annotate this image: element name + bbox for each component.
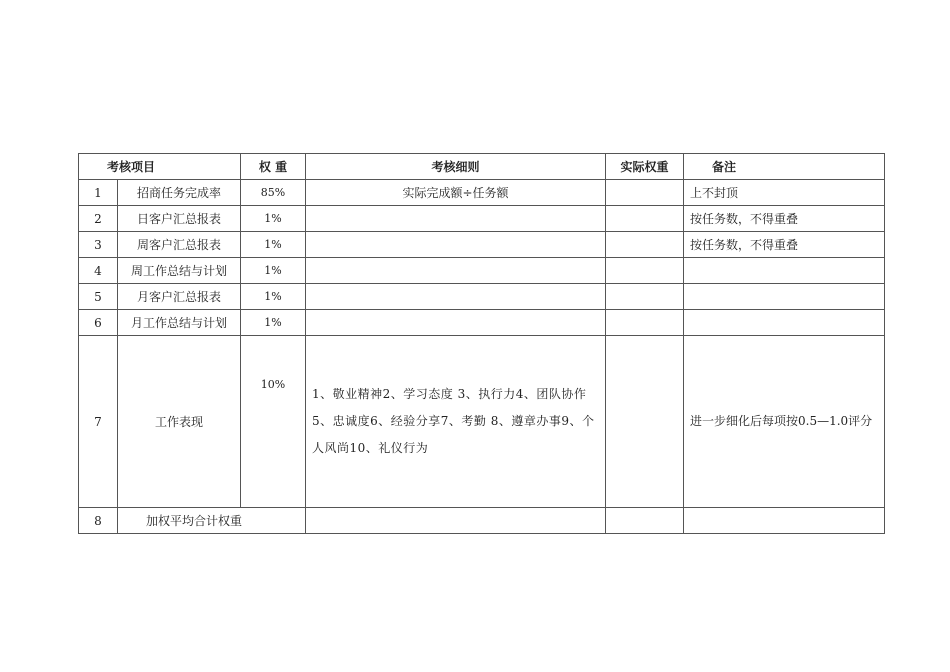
header-weight: 权 重: [241, 154, 306, 180]
row-actual-weight: [606, 180, 684, 206]
row-weight: 1%: [241, 232, 306, 258]
row-item: 月工作总结与计划: [118, 310, 241, 336]
row-actual-weight: [606, 508, 684, 534]
row-number: 7: [79, 336, 118, 508]
row-item: 周客户汇总报表: [118, 232, 241, 258]
row-actual-weight: [606, 232, 684, 258]
row-item: 工作表现: [118, 336, 241, 508]
row-actual-weight: [606, 206, 684, 232]
table-row: [79, 206, 885, 232]
table-row: [79, 508, 885, 534]
table-row: [79, 180, 885, 206]
row-rules: [306, 258, 606, 284]
row-number: 1: [79, 180, 118, 206]
row-weight: 1%: [241, 258, 306, 284]
table-header-row: [79, 154, 885, 180]
header-rules: 考核细则: [306, 154, 606, 180]
row-number: 5: [79, 284, 118, 310]
row-weight: 1%: [241, 284, 306, 310]
row-number: 4: [79, 258, 118, 284]
row-rules: [306, 232, 606, 258]
row-rules: [306, 508, 606, 534]
table-row: [79, 284, 885, 310]
table-row: [79, 258, 885, 284]
row-note: 上不封顶: [684, 180, 885, 206]
row-weight: 1%: [241, 206, 306, 232]
row-rules: 1、敬业精神2、学习态度 3、执行力4、团队协作5、忠诚度6、经验分享7、考勤 8、遵章办事9、个人风尚10、礼仪行为: [306, 336, 606, 508]
row-item: 月客户汇总报表: [118, 284, 241, 310]
assessment-table: [78, 153, 885, 534]
row-note: 进一步细化后每项按0.5—1.0评分: [684, 336, 885, 508]
row-number: 2: [79, 206, 118, 232]
header-actual-weight: 实际权重: [606, 154, 684, 180]
header-notes: 备注: [684, 154, 885, 180]
row-note: [684, 284, 885, 310]
table-row: [79, 232, 885, 258]
row-rules: 实际完成额÷任务额: [306, 180, 606, 206]
row-weight: 1%: [241, 310, 306, 336]
row-number: 6: [79, 310, 118, 336]
row-item: 招商任务完成率: [118, 180, 241, 206]
row-actual-weight: [606, 258, 684, 284]
row-item: 周工作总结与计划: [118, 258, 241, 284]
row-note: [684, 508, 885, 534]
row-weight: 10%: [241, 336, 306, 508]
row-rules: [306, 284, 606, 310]
row-rules: [306, 310, 606, 336]
row-actual-weight: [606, 284, 684, 310]
row-item: 加权平均合计权重: [118, 508, 306, 534]
row-rules: [306, 206, 606, 232]
row-item: 日客户汇总报表: [118, 206, 241, 232]
row-actual-weight: [606, 336, 684, 508]
row-number: 8: [79, 508, 118, 534]
table-row: [79, 336, 885, 508]
row-note: [684, 258, 885, 284]
row-number: 3: [79, 232, 118, 258]
row-weight: 85%: [241, 180, 306, 206]
row-note: 按任务数，不得重叠: [684, 232, 885, 258]
row-note: [684, 310, 885, 336]
table-row: [79, 310, 885, 336]
row-note: 按任务数，不得重叠: [684, 206, 885, 232]
row-actual-weight: [606, 310, 684, 336]
header-item: 考核项目: [79, 154, 241, 180]
